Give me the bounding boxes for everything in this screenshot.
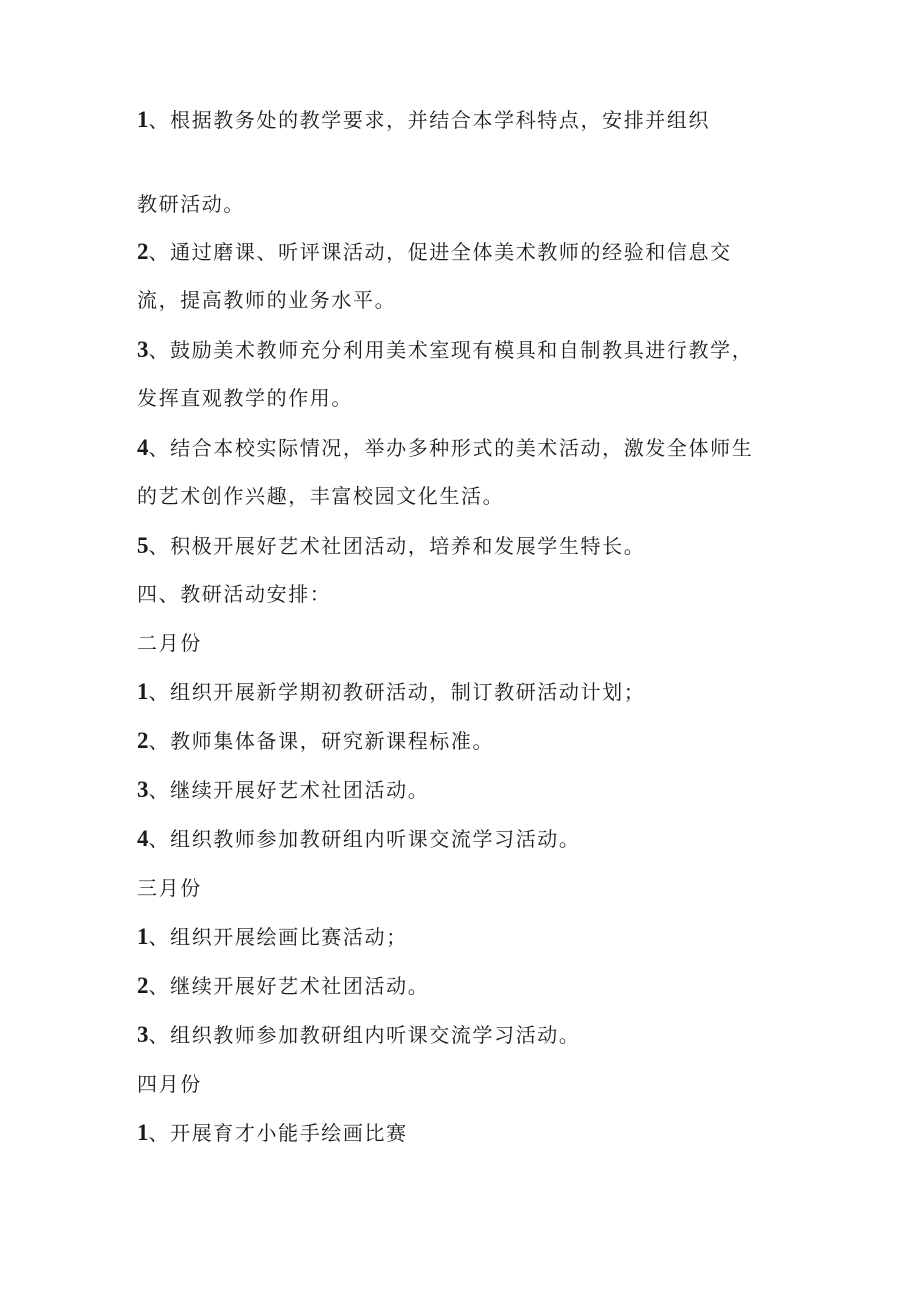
line-text: 教研活动。	[137, 192, 245, 216]
text-line	[137, 336, 753, 364]
text-line	[137, 106, 710, 134]
line-text: 、鼓励美术教师充分利用美术室现有模具和自制教具进行教学，	[148, 338, 754, 362]
line-text: 二月份	[137, 631, 202, 655]
line-text: 的艺术创作兴趣，丰富校园文化生活。	[137, 484, 505, 508]
item-number: 1	[137, 679, 149, 704]
text-line	[137, 776, 429, 804]
item-number: 2	[137, 239, 149, 264]
item-number: 3	[137, 777, 149, 802]
item-number: 3	[137, 1022, 149, 1047]
text-line	[137, 238, 732, 266]
item-number: 4	[137, 435, 149, 460]
line-text: 、开展育才小能手绘画比赛	[148, 1121, 408, 1145]
line-text: 、教师集体备课，研究新课程标准。	[148, 729, 495, 753]
item-number: 4	[137, 826, 149, 851]
item-number: 2	[137, 728, 149, 753]
text-line	[137, 286, 396, 314]
line-text: 四月份	[137, 1072, 202, 1096]
text-line	[137, 482, 504, 510]
line-text: 、组织开展新学期初教研活动，制订教研活动计划；	[148, 680, 646, 704]
text-line	[137, 825, 581, 853]
item-number: 2	[137, 973, 149, 998]
text-line	[137, 678, 645, 706]
text-line	[137, 190, 245, 218]
text-line	[137, 972, 429, 1000]
text-line	[137, 384, 353, 412]
item-number: 3	[137, 337, 149, 362]
line-text: 、继续开展好艺术社团活动。	[148, 778, 430, 802]
line-text: 三月份	[137, 876, 202, 900]
text-line	[137, 1021, 581, 1049]
line-text: 、根据教务处的教学要求，并结合本学科特点，安排并组织	[148, 108, 711, 132]
text-line	[137, 727, 494, 755]
text-line	[137, 1119, 408, 1147]
text-line	[137, 434, 753, 462]
line-text: 、组织教师参加教研组内听课交流学习活动。	[148, 827, 581, 851]
line-text: 四、教研活动安排：	[137, 582, 332, 606]
text-line	[137, 923, 408, 951]
month-heading	[137, 629, 202, 657]
month-heading	[137, 1070, 202, 1098]
item-number: 1	[137, 924, 149, 949]
line-text: 、组织开展绘画比赛活动；	[148, 925, 408, 949]
section-heading	[137, 580, 331, 608]
line-text: 发挥直观教学的作用。	[137, 386, 353, 410]
text-line	[137, 532, 645, 560]
item-number: 1	[137, 1120, 149, 1145]
line-text: 、通过磨课、听评课活动，促进全体美术教师的经验和信息交	[148, 240, 732, 264]
item-number: 5	[137, 533, 149, 558]
line-text: 、组织教师参加教研组内听课交流学习活动。	[148, 1023, 581, 1047]
item-number: 1	[137, 107, 149, 132]
line-text: 、积极开展好艺术社团活动，培养和发展学生特长。	[148, 534, 646, 558]
line-text: 、结合本校实际情况，举办多种形式的美术活动，激发全体师生	[148, 436, 754, 460]
line-text: 、继续开展好艺术社团活动。	[148, 974, 430, 998]
line-text: 流，提高教师的业务水平。	[137, 288, 397, 312]
month-heading	[137, 874, 202, 902]
